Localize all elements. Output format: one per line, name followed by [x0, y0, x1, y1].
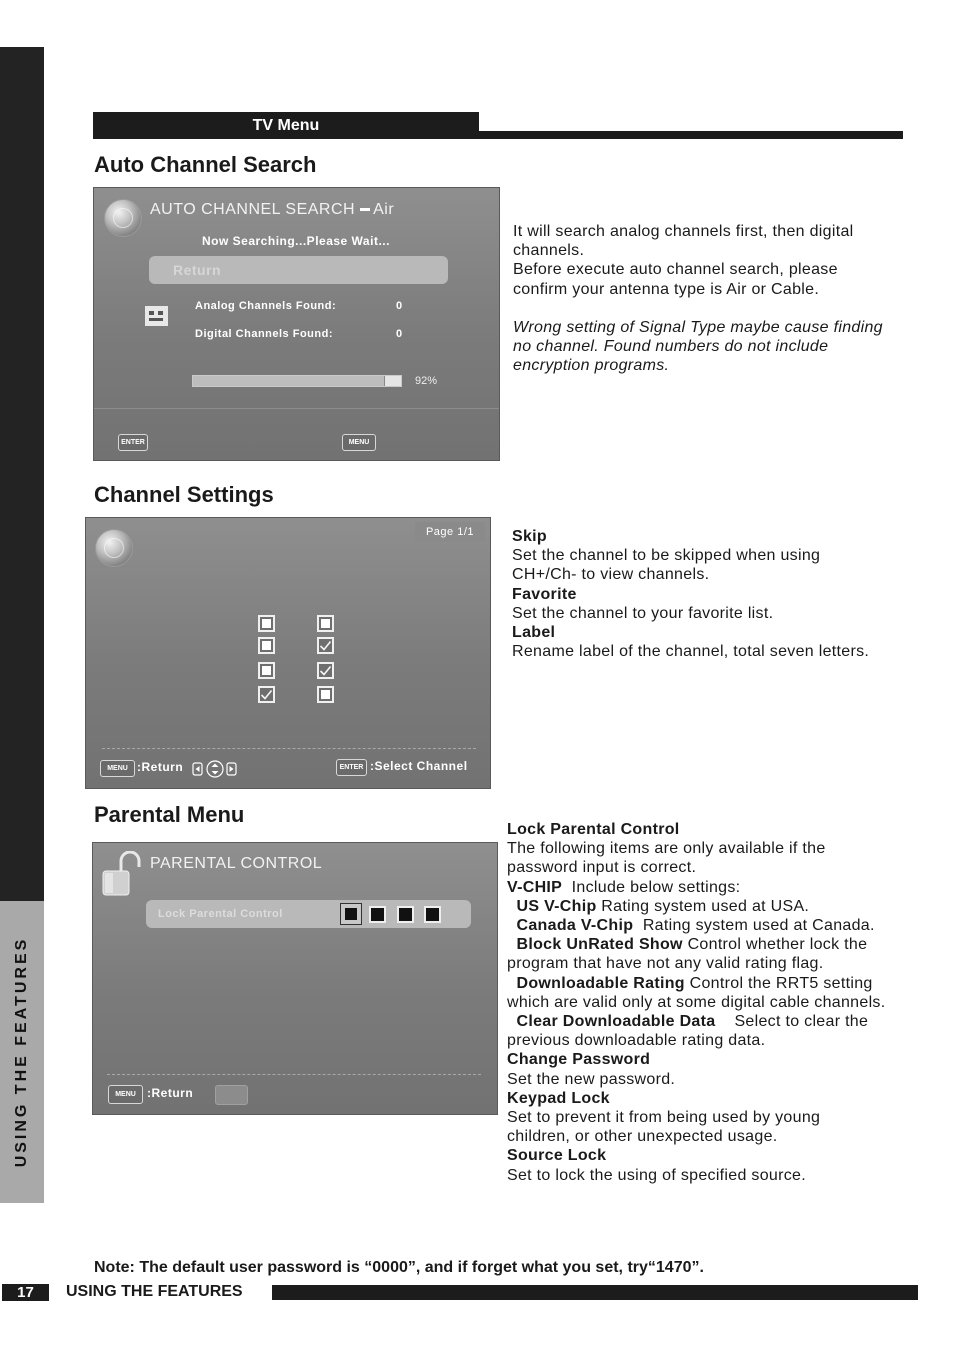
- checkbox-checked[interactable]: [317, 637, 334, 654]
- checkbox-unchecked[interactable]: [258, 615, 275, 632]
- padlock-icon: [101, 851, 141, 897]
- return-button[interactable]: Return: [149, 256, 448, 284]
- canada-vchip-line: [507, 916, 887, 935]
- auto-search-title: Auto Channel Search: [94, 152, 317, 177]
- enter-button[interactable]: ENTER: [118, 434, 148, 451]
- globe-icon: [95, 529, 133, 567]
- channel-settings-title: Channel Settings: [94, 482, 274, 507]
- progress-percent: 92%: [415, 375, 438, 387]
- checkbox-unchecked[interactable]: [258, 662, 275, 679]
- lock-parental-row[interactable]: [146, 900, 471, 928]
- enter-button[interactable]: ENTER: [336, 759, 367, 776]
- canada-vchip-body: Rating system used at Canada.: [642, 917, 875, 935]
- password-digit-1[interactable]: [340, 903, 362, 925]
- blank-key-icon: [215, 1085, 248, 1105]
- progress-track: [192, 375, 402, 387]
- auto-search-heading: AUTO CHANNEL SEARCH Air: [150, 201, 395, 218]
- password-digit-2[interactable]: [369, 906, 386, 923]
- skip-heading: Skip: [512, 528, 547, 545]
- lpc-heading: Lock Parental Control: [507, 821, 680, 838]
- menu-button[interactable]: MENU: [108, 1085, 143, 1104]
- vchip-line: [507, 878, 887, 897]
- vchip-body: Include below settings:: [571, 878, 741, 896]
- downloadable-rating-body: Control the RRT5 setting which are valid only at some digital cable channels.: [507, 974, 886, 1011]
- change-password-body: Set the new password.: [507, 1070, 676, 1088]
- skip-body: Set the channel to be skipped when using CH+/Ch- to view channels.: [512, 547, 821, 584]
- clear-downloadable-heading: Clear Downloadable Data: [516, 1013, 716, 1031]
- checkbox-checked[interactable]: [317, 662, 334, 679]
- us-vchip-line: [507, 897, 887, 916]
- sidebar-dark-band: [0, 47, 44, 901]
- clear-downloadable-body: Select to clear the previous downloadable rating data.: [507, 1013, 869, 1050]
- lock-parental-label: Lock Parental Control: [158, 908, 283, 920]
- vchip-heading: V-CHIP: [507, 878, 563, 896]
- block-unrated-body: Control whether lock the program that have not any valid rating flag.: [507, 936, 868, 973]
- favorite-body: Set the channel to your favorite list.: [512, 604, 774, 622]
- canada-vchip-heading: Canada V-Chip: [516, 917, 634, 935]
- divider: [107, 1074, 481, 1075]
- digital-found-label: Digital Channels Found:: [195, 328, 333, 340]
- checkbox-checked[interactable]: [258, 686, 275, 703]
- downloadable-rating-line: [507, 974, 887, 1012]
- keypad-lock-body: Set to prevent it from being used by young children, or other unexpected usage.: [507, 1109, 821, 1146]
- lpc-body: The following items are only available if the password input is correct.: [507, 840, 826, 877]
- checkbox-unchecked[interactable]: [258, 637, 275, 654]
- change-password-heading: Change Password: [507, 1051, 651, 1069]
- channel-settings-screenshot: [85, 517, 491, 789]
- block-unrated-line: [507, 935, 887, 973]
- auto-search-note: Wrong setting of Signal Type maybe cause finding no channel. Found numbers do not include encryption programs.: [513, 318, 883, 375]
- auto-search-p1: It will search analog channels first, then digital channels.: [513, 223, 854, 260]
- select-channel-hint: :Select Channel: [370, 759, 468, 773]
- page-number: 17: [2, 1284, 49, 1301]
- password-digit-4[interactable]: [424, 906, 441, 923]
- analog-found-label: Analog Channels Found:: [195, 300, 337, 312]
- channel-settings-description: [512, 527, 887, 661]
- password-note: Note: The default user password is “0000”, and if forget what you set, try“1470”.: [94, 1259, 704, 1276]
- header-title: TV Menu: [93, 112, 479, 139]
- checkbox-unchecked[interactable]: [317, 615, 334, 632]
- checkbox-unchecked[interactable]: [317, 686, 334, 703]
- parental-menu-title: Parental Menu: [94, 802, 245, 827]
- password-digit-3[interactable]: [397, 906, 414, 923]
- divider: [94, 408, 499, 409]
- return-hint: :Return: [147, 1086, 194, 1100]
- progress-fill: [193, 376, 385, 386]
- footer-rule: [272, 1285, 918, 1300]
- downloadable-rating-heading: Downloadable Rating: [516, 974, 685, 992]
- search-status: Now Searching...Please Wait...: [202, 234, 390, 248]
- us-vchip-body: Rating system used at USA.: [601, 897, 810, 915]
- parental-screenshot: [92, 842, 498, 1115]
- label-body: Rename label of the channel, total seven letters.: [512, 643, 870, 661]
- auto-search-description: [513, 222, 888, 375]
- return-hint: :Return: [137, 760, 184, 774]
- menu-button[interactable]: MENU: [342, 434, 376, 451]
- favorite-heading: Favorite: [512, 585, 577, 603]
- globe-icon: [104, 199, 142, 237]
- label-heading: Label: [512, 624, 556, 642]
- source-lock-body: Set to lock the using of specified source.: [507, 1166, 806, 1184]
- auto-search-p2: Before execute auto channel search, please confirm your antenna type is Air or Cable.: [513, 261, 838, 298]
- source-lock-heading: Source Lock: [507, 1147, 607, 1165]
- footer-label: USING THE FEATURES: [66, 1283, 243, 1300]
- analog-found-value: 0: [396, 300, 403, 312]
- parental-heading: PARENTAL CONTROL: [150, 855, 323, 872]
- parental-description: [507, 820, 887, 1185]
- header-rule: [479, 131, 903, 139]
- navigation-arrows-icon: [192, 760, 250, 778]
- auto-search-screenshot: [93, 187, 500, 461]
- block-unrated-heading: Block UnRated Show: [516, 936, 683, 954]
- keypad-lock-heading: Keypad Lock: [507, 1089, 610, 1107]
- clear-downloadable-line: [507, 1012, 887, 1050]
- us-vchip-heading: US V-Chip: [516, 897, 597, 915]
- channel-list-icon: [145, 306, 168, 326]
- divider: [102, 748, 476, 749]
- page-indicator: Page 1/1: [415, 522, 485, 542]
- menu-button[interactable]: MENU: [100, 760, 135, 777]
- sidebar-label: USING THE FEATURES: [13, 936, 30, 1168]
- digital-found-value: 0: [396, 328, 403, 340]
